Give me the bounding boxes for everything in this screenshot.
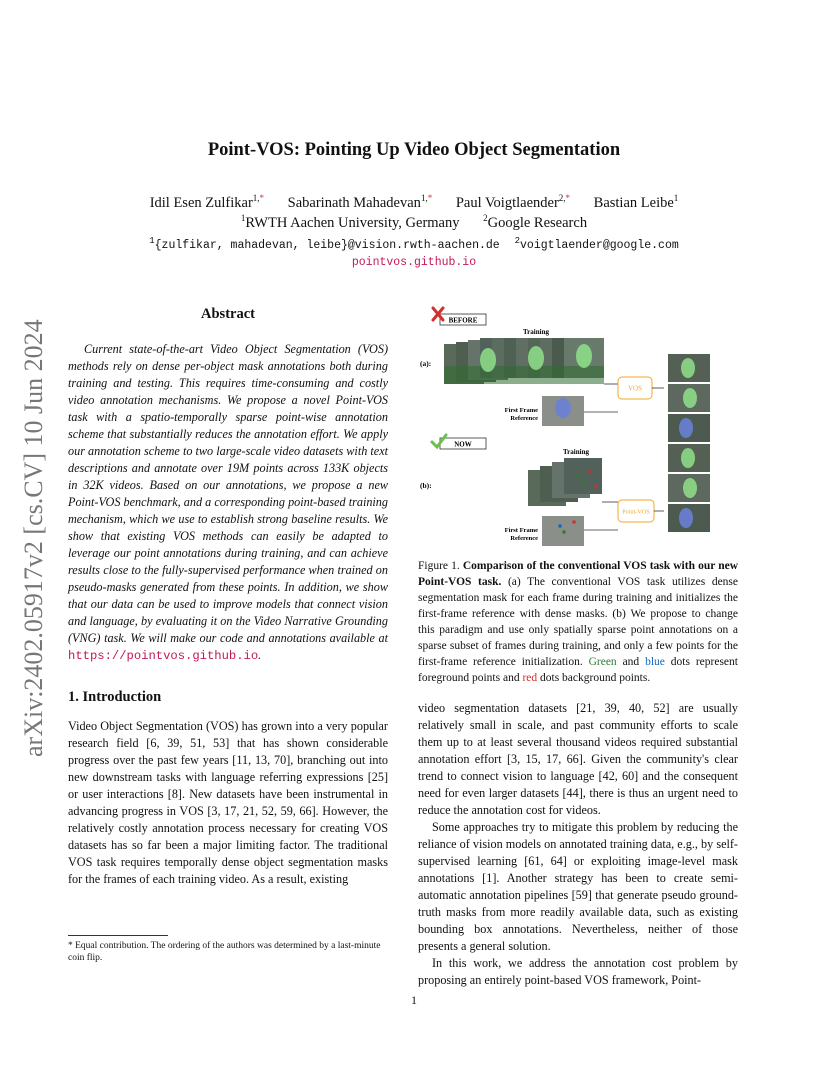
output-frames-a (668, 354, 710, 442)
affiliation-sup: 1 (240, 213, 246, 223)
caption-blue-word: blue (645, 656, 665, 668)
abstract-body-text: Current state-of-the-art Video Object Segmentation (VOS) methods rely on dense per-object mask annotations both during training and testing. This requires time-consuming and costly video annotation mechanisms. We propose a novel Point-VOS task with a spatio-temporally sparse point-wise annotation scheme that substantially reduces the annotation effort. We apply our annotation scheme to two large-scale video datasets with text descriptions and annotate over 19M points across 133K objects in 32K videos. Based on our annotations, we propose a new Point-VOS benchmark, and a corresponding point-based training mechanism, which we use to establish strong baseline results. We show that existing VOS methods can easily be adapted to leverage our point annotations during training, and can achieve results close to the fully-supervised performance when trained on pseudo-masks generated from these points. In addition, we show that our data can be used to improve models that connect vision and language, by evaluating it on the Video Narrative Grounding (VNG) task. We will make our code and annotations available at (68, 342, 388, 645)
email-line (0, 236, 828, 252)
author-list (0, 193, 828, 212)
author-name: Bastian Leibe (593, 194, 674, 211)
pointvos-label: Point-VOS (622, 508, 650, 516)
vos-label: VOS (627, 384, 643, 393)
footnote-divider (68, 935, 168, 936)
author-3 (456, 195, 570, 211)
arxiv-stamp (12, 292, 52, 762)
abstract-text: Current state-of-the-art Video Object Segmentation (VOS) methods rely on dense per-object mask annotations both during training and testing. This requires time-consuming and costly video annotation mechanisms. We propose a novel Point-VOS task with a spatio-temporally sparse point-wise annotation scheme that substantially reduces the annotation effort. We apply our annotation scheme to two large-scale video datasets with text descriptions and annotate over 19M points across 133K objects in 32K videos. Based on our annotations, we propose a new Point-VOS benchmark, and a corresponding point-based training mechanism, which we use to establish strong baseline results. We show that existing VOS methods can easily be adapted to leverage our point annotations during training, and can achieve results close to the fully-supervised performance when trained on pseudo-masks generated from these points. In addition, we show that our data can be used to improve models that connect vision and language, by evaluating it on the Video Narrative Grounding (VNG) task. We will make our code and annotations available at https://pointvos.github.io. (68, 342, 388, 663)
abstract-url-link[interactable]: https://pointvos.github.io (68, 649, 259, 663)
author-name: Idil Esen Zulfikar (149, 194, 253, 211)
before-label: BEFORE (448, 316, 478, 325)
abstract-heading: Abstract (201, 306, 255, 322)
training-frames-a (444, 338, 604, 384)
caption-red-word: red (522, 672, 538, 684)
caption-bold: Comparison of the conventional VOS task with our new Point-VOS task. (418, 560, 739, 588)
left-column (68, 306, 388, 888)
caption-and-word: and (622, 656, 640, 668)
row-a-label: (a): (420, 359, 432, 368)
now-label: NOW (454, 440, 472, 449)
author-sup: 1 (673, 193, 679, 203)
right-body-text (418, 700, 738, 989)
author-star: * (259, 193, 265, 203)
author-sup: 1, (252, 193, 260, 203)
output-frames-b (668, 444, 710, 532)
affiliation-sup: 2 (483, 213, 488, 223)
caption-part1: (a) The conventional VOS task utilizes dense segmentation mask for each frame during training and initializes the first-frame reference with dense masks. (b) We propose to change this paradigm and use only spatially sparse point annotations on a sparse subset of frames during training, and only a few points for the first-frame reference initialization. (418, 576, 738, 668)
email-2[interactable] (514, 236, 679, 252)
figure-caption (418, 558, 738, 686)
author-star: * (427, 193, 433, 203)
first-frame-b-line2: Reference (510, 535, 538, 542)
author-4 (594, 195, 679, 211)
caption-green-word: Green (588, 656, 617, 668)
caption-prefix: Figure 1. (418, 560, 460, 572)
right-paragraph-1: video segmentation datasets [21, 39, 40, 52] are usually relatively small in scale, and past community efforts to scale them up to at least several thousand videos required substantial annotation effort [3, 15, 17, 66]. Given the community's clear trend to connect vision to language [42, 60] and the consequent need for even larger datasets [44], there is thus an urgent need to reduce the annotation cost for videos. (418, 701, 738, 817)
affiliation-2 (483, 215, 587, 231)
author-2 (288, 195, 433, 211)
page-number: 1 (411, 993, 417, 1007)
affiliations (0, 213, 828, 232)
first-frame-b-line1: First Frame (504, 527, 538, 534)
right-paragraph-3: In this work, we address the annotation cost problem by proposing an entirely point-based VOS framework, Point- (418, 956, 738, 987)
training-frames-b (528, 458, 602, 506)
row-b-label: (b): (420, 481, 432, 490)
author-sup: 2, (558, 193, 566, 203)
training-label-b: Training (563, 448, 589, 456)
email-sup: 2 (514, 236, 521, 246)
author-star: * (565, 193, 571, 203)
author-1 (150, 195, 264, 211)
intro-text: Video Object Segmentation (VOS) has grown into a very popular research field [6, 39, 51, 53] that has shown considerable progress over the past few years [11, 13, 70], branching out into new downstream tasks with language referring expressions [25] or user interactions [8]. New datasets have been instrumental in advancing progress in VOS [3, 17, 21, 52, 59, 66]. However, the relatively costly annotation process necessary for creating VOS datasets has so far been a major limiting factor. The traditional VOS task requires temporally dense object segmentation masks for the frames of each training video. As a result, existing (68, 719, 388, 886)
paper-title: Point-VOS: Pointing Up Video Object Segmentation (207, 140, 621, 160)
caption-part2: dots represent foreground points and (418, 656, 738, 684)
right-column (418, 304, 738, 989)
footnote: * Equal contribution. The ordering of the authors was determined by a last-minute coin flip. (68, 941, 381, 963)
caption-part3: dots background points. (540, 672, 651, 684)
author-sup: 1, (420, 193, 428, 203)
first-frame-a-line1: First Frame (504, 407, 538, 414)
before-badge (433, 308, 486, 325)
right-paragraph-2: Some approaches try to mitigate this problem by reducing the reliance of vision models on annotated training data, e.g., by self-supervised learning [61, 64] or exploiting image-level mask annotations [1]. Another strategy has been to create semi-automatic annotation pipelines [59] that generate pseudo ground-truth masks from more readily available data, such as existing bounding box annotations. Nevertheless, neither of those presents a general solution. (418, 820, 738, 953)
project-website-link[interactable]: pointvos.github.io (351, 256, 477, 269)
email-text: voigtlaender@google.com (520, 238, 679, 252)
intro-heading: 1. Introduction (68, 689, 162, 705)
affiliation-1 (241, 215, 460, 231)
now-badge (432, 435, 486, 449)
affiliation-name: Google Research (487, 214, 588, 231)
arxiv-stamp-text: arXiv:2402.05917v2 [cs.CV] 10 Jun 2024 (19, 319, 48, 757)
email-text: {zulfikar, mahadevan, leibe}@vision.rwth-aachen.de (154, 238, 500, 252)
affiliation-name: RWTH Aachen University, Germany (245, 214, 460, 231)
email-sup: 1 (149, 236, 155, 246)
email-1[interactable] (149, 236, 500, 252)
first-frame-a-line2: Reference (510, 415, 538, 422)
author-name: Paul Voigtlaender (455, 194, 559, 211)
figure-1 (418, 304, 738, 554)
author-name: Sabarinath Mahadevan (287, 194, 421, 211)
training-label-a: Training (523, 328, 549, 336)
